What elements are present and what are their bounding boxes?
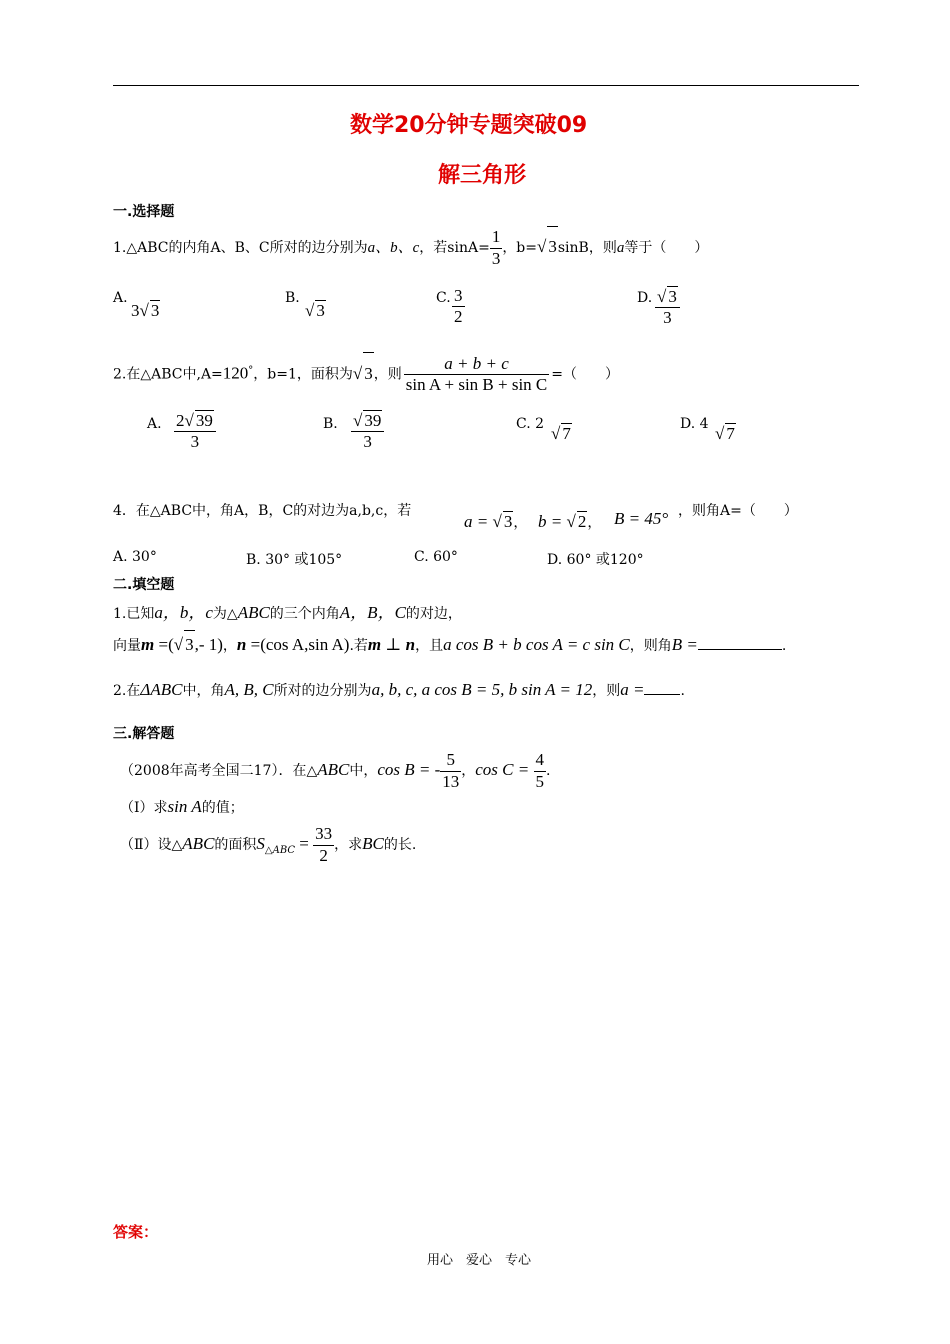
q4-b-eq: b = √ 2， — [538, 512, 602, 531]
top-rule — [113, 85, 859, 86]
q1-option-c-value: $\frac{3}{2}$ — [454, 286, 463, 327]
fill-1-line-1: 1.已知a，b，c为△ABC的三个内角A，B，C的对边， — [113, 603, 462, 622]
q1-frac-den: 3 — [491, 248, 501, 268]
q2-option-c: C. 2 — [516, 416, 545, 432]
q1-b-eq: ，b= — [502, 240, 538, 256]
q2-option-c-value: √ 7 — [551, 424, 571, 443]
q1-option-c: C. — [436, 290, 451, 306]
page-title: 数学20分钟专题突破09 — [350, 113, 588, 138]
fill-2-blank[interactable] — [644, 694, 680, 695]
question-1 — [113, 226, 708, 269]
page-subtitle: 解三角形 — [438, 163, 527, 188]
q1-tail: ，则 — [588, 240, 617, 256]
q2-angle: 120 — [222, 363, 249, 383]
q1-option-b: B. — [285, 290, 300, 306]
q1-option-a-value: 3√ 3 — [131, 301, 160, 320]
q2-sqrt: √ 3 — [353, 364, 374, 383]
section-choice-heading: 一.选择题 — [113, 204, 175, 220]
q4-option-d: D. 60° 或120° — [547, 552, 644, 568]
question-4: 4．在△ABC中，角A，B，C的对边为a,b,c，若 — [113, 503, 412, 519]
q4-B-eq: B = 45° — [614, 509, 669, 528]
q2-option-b: B. — [323, 416, 338, 432]
solve-1-stem: （2008年高考全国二17）．在△ABC中，cos B = - $\frac{5}{13}$ ，cos C = $\frac{4}{5}$ . — [120, 750, 551, 791]
q1-ask: 等于（ ） — [624, 240, 709, 256]
q1-a: a — [616, 240, 625, 256]
q1-option-a: A. — [113, 290, 128, 306]
solve-1-part-1: （Ⅰ）求sin A的值； — [120, 797, 244, 816]
q2-option-d: D. 4 — [680, 416, 709, 432]
q1-fraction — [490, 227, 503, 269]
q1-stem: 1.△ABC的内角A、B、C所对的边分别为 — [113, 240, 368, 256]
q4-tail: ，则角A=（ ） — [678, 503, 798, 519]
answer-label: 答案： — [113, 1223, 159, 1241]
q2-option-a: A. — [147, 416, 162, 432]
footer-text: 用心 爱心 专心 — [427, 1253, 532, 1268]
q2-option-d-value: √ 7 — [715, 424, 735, 443]
q1-vars: a、b、c — [367, 240, 420, 256]
q1-option-d: D. — [637, 290, 653, 306]
fill-1-line-2: 向量m =(√ 3,- 1)，n =(cos A,sin A).若m ⊥ n，且a cos B + b cos A = c sin C，则角B = . — [113, 630, 786, 660]
q1-sinB: sinB — [557, 240, 589, 256]
question-2: 2.在△ABC中,A=120°，b=1，面积为√ 3，则 $\frac{a + b + c}{\text{sin A + sin B + sin C}}$ =（ ） — [113, 350, 619, 396]
q1-sqrt: √ 3 — [537, 237, 558, 256]
q2-option-b-value: $\frac{√ 39}{3}$ — [351, 410, 384, 453]
q1-option-d-value: $\frac{√ 3}{3}$ — [655, 286, 680, 329]
section-solve-heading: 三.解答题 — [113, 726, 175, 742]
q2-ratio: $\frac{a + b + c}{\text{sin A + sin B + sin C}}$ — [405, 353, 548, 395]
q4-option-b: B. 30° 或105° — [246, 552, 343, 568]
q2-option-a-value: $\frac{2√ 39}{3}$ — [174, 410, 216, 453]
fill-1-blank[interactable] — [698, 649, 782, 650]
fill-2: 2.在ΔABC中，角A, B, C所对的边分别为a, b, c, a cos B = 5, b sin A = 12，则a = . — [113, 680, 685, 699]
section-fill-heading: 二.填空题 — [113, 577, 175, 593]
q1-frac-num: 1 — [490, 227, 503, 248]
q4-option-a: A. 30° — [113, 549, 157, 565]
q1-cond: ，若sinA= — [419, 240, 490, 256]
q4-option-c: C. 60° — [414, 549, 458, 565]
q1-option-b-value: √ 3 — [305, 301, 325, 320]
solve-1-part-2: （Ⅱ）设△ABC的面积$S_{\triangle ABC}$ = $\frac{33}{2}$ ，求BC的长. — [120, 824, 417, 865]
q4-a-eq: a = √ 3， — [464, 512, 528, 531]
